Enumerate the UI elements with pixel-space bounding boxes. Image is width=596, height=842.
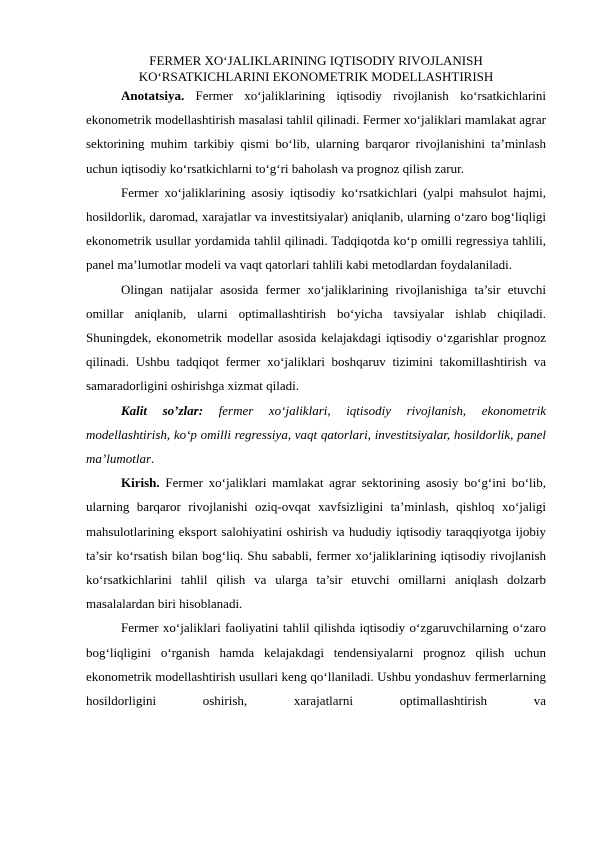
keywords-lead: Kalit so’zlar:	[121, 402, 204, 418]
intro-text: Fermer xo‘jaliklari mamlakat agrar sektorining asosiy bo‘g‘ini bo‘lib, ularning barqaror rivojlanishi oziq-ovqat xavfsizligini ta’minlash, qishloq xo‘jaligi mahsulotlarining eksport salohiyatini oshirish va hududiy iqtisodiy taraqqiyotga ijobiy ta’sir ko‘rsatish bilan bog‘liq. Shu sababli, fermer xo‘jaliklarining iqtisodiy rivojlanish ko‘rsatkichlarini tahlil qilish va ularga ta’sir etuvchi omillarni aniqlash dolzarb masalalardan biri hisoblanadi.	[86, 475, 546, 612]
body-paragraph-3: Olingan natijalar asosida fermer xo‘jaliklarining rivojlanishiga ta’sir etuvchi omillar aniqlanib, ularni optimallashtirish bo‘yicha tavsiyalar ishlab chiqiladi. Shuningdek, ekonometrik modellar asosida kelajakdagi iqtisodiy o‘zgarishlar prognoz qilinadi. Ushbu tadqiqot fermer xo‘jaliklari boshqaruv tizimini takomillashtirish va samaradorligini oshirishga xizmat qiladi.	[86, 281, 546, 394]
title-line-1: FERMER XO‘JALIKLARINING IQTISODIY RIVOJLANISH	[149, 53, 483, 68]
intro-paragraph	[86, 471, 546, 616]
body-paragraph-2: Fermer xo‘jaliklarining asosiy iqtisodiy ko‘rsatkichlari (yalpi mahsulot hajmi, hosildorlik, daromad, xarajatlar va investitsiyalar) aniqlanib, ularning o‘zaro bog‘liqligi ekonometrik usullar yordamida tahlil qilinadi. Tadqiqotda ko‘p omilli regressiya tahlili, panel ma’lumotlar modeli va vaqt qatorlari tahlili kabi metodlardan foydalaniladi.	[86, 184, 546, 273]
paper-title	[86, 53, 546, 85]
keywords-text: fermer xo‘jaliklari, iqtisodiy rivojlanish, ekonometrik modellashtirish, ko‘p omilli regressiya, vaqt qatorlari, investitsiyalar, hosildorlik, panel ma’lumotlar	[86, 402, 546, 467]
abstract-text: Fermer xo‘jaliklarining iqtisodiy rivojlanish ko‘rsatkichlarini ekonometrik modellashtirish masalasi tahlil qilinadi. Fermer xo‘jaliklari mamlakat agrar sektorining muhim tarkibiy qismi bo‘lib, ularning barqaror rivojlanishini ta’minlash uchun iqtisodiy ko‘rsatkichlarni to‘g‘ri baholash va prognoz qilish zarur.	[86, 88, 546, 176]
intro-lead: Kirish.	[121, 475, 160, 491]
keywords-end: .	[151, 451, 155, 467]
body-paragraph-6: Fermer xo‘jaliklari faoliyatini tahlil qilishda iqtisodiy o‘zgaruvchilarning o‘zaro bog‘liqligini o‘rganish hamda kelajakdagi tendensiyalarni prognoz qilish uchun ekonometrik modellashtirish usullari keng qo‘llaniladi. Ushbu yondashuv fermerlarning hosildorligini oshirish, xarajatlarni optimallashtirish va	[86, 620, 546, 709]
document-page	[86, 53, 546, 713]
abstract-lead: Anotatsiya.	[121, 88, 185, 103]
abstract-paragraph	[86, 84, 546, 181]
keywords-paragraph	[86, 399, 546, 472]
title-line-2: KO‘RSATKICHLARINI EKONOMETRIK MODELLASHTIRISH	[138, 69, 494, 84]
